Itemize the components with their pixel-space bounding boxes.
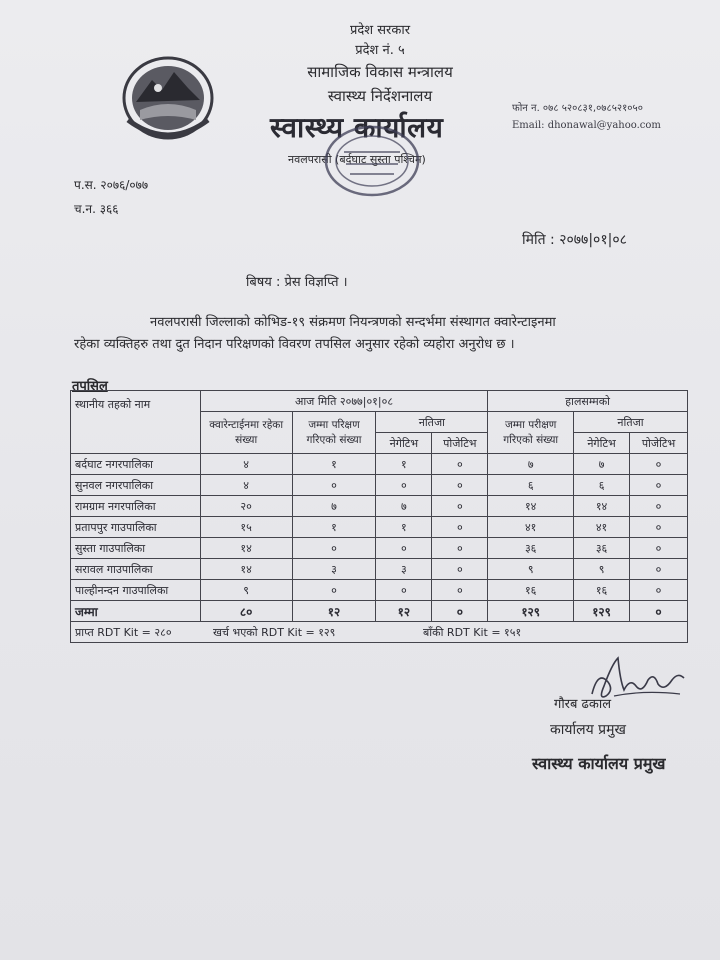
row-tested-today: ०	[292, 538, 376, 559]
row-tested-cum: ३६	[488, 538, 574, 559]
row-local-level-name: रामग्राम नगरपालिका	[71, 496, 201, 517]
row-positive-cum: ०	[630, 454, 688, 475]
row-positive-today: ०	[432, 475, 488, 496]
signatory-title: कार्यालय प्रमुख	[550, 722, 626, 738]
nepal-emblem-icon	[118, 50, 218, 145]
group-cumulative-header: हालसम्मको	[488, 391, 688, 412]
table-body	[71, 454, 688, 601]
header-province-government: प्रदेश सरकार	[349, 23, 411, 38]
row-tested-today: १	[292, 454, 376, 475]
row-tested-cum: ९	[488, 559, 574, 580]
letter-subject: बिषय : प्रेस विज्ञप्ति ।	[246, 275, 348, 290]
office-address: नवलपरासी (बर्दघाट सुस्ता पश्चिम)	[288, 153, 426, 166]
col-result-cum-header: नतिजा	[574, 412, 688, 433]
row-tested-today: ०	[292, 580, 376, 601]
row-tested-today: ३	[292, 559, 376, 580]
row-positive-today: ०	[432, 454, 488, 475]
row-tested-cum: ४१	[488, 517, 574, 538]
row-quarantine: २०	[200, 496, 292, 517]
total-quarantine: ८०	[200, 601, 292, 622]
row-negative-today: १	[376, 517, 432, 538]
total-positive-today: ०	[432, 601, 488, 622]
total-row	[71, 601, 688, 622]
row-positive-today: ०	[432, 496, 488, 517]
table-row	[71, 475, 688, 496]
row-negative-cum: ६	[574, 475, 630, 496]
office-phone: फोन न. ०७८ ५२०८३१,०७८५२१०५०	[512, 103, 643, 114]
col-positive-header: पोजेटिभ	[432, 433, 488, 454]
office-name: स्वास्थ्य कार्यालय	[270, 111, 444, 144]
row-negative-cum: ७	[574, 454, 630, 475]
row-tested-today: १	[292, 517, 376, 538]
body-line-1: नवलपरासी जिल्लाको कोभिड-१९ संक्रमण नियन्त्रणको सन्दर्भमा संस्थागत क्वारेन्टाइनमा	[150, 315, 556, 330]
row-tested-cum: १४	[488, 496, 574, 517]
col-positive-cum-header: पोजेटिभ	[630, 433, 688, 454]
header-province-number: प्रदेश नं. ५	[355, 43, 405, 58]
group-today-header: आज मिति २०७७|०१|०८	[200, 391, 488, 412]
row-negative-today: १	[376, 454, 432, 475]
row-positive-today: ०	[432, 517, 488, 538]
row-positive-cum: ०	[630, 580, 688, 601]
header-ministry: सामाजिक विकास मन्त्रालय	[307, 63, 453, 81]
row-negative-cum: १४	[574, 496, 630, 517]
row-positive-cum: ०	[630, 475, 688, 496]
col-quarantine-header: क्वारेन्टाईनमा रहेका संख्या	[200, 412, 292, 454]
row-negative-cum: १६	[574, 580, 630, 601]
col-tested-today-header: जम्मा परिक्षण गरिएको संख्या	[292, 412, 376, 454]
row-local-level-name: सुस्ता गाउपालिका	[71, 538, 201, 559]
kit-received: प्राप्त RDT Kit = २८०	[75, 625, 172, 639]
row-tested-today: ७	[292, 496, 376, 517]
row-local-level-name: सुनवल नगरपालिका	[71, 475, 201, 496]
table-caption: तपसिल	[72, 379, 108, 394]
row-quarantine: १४	[200, 559, 292, 580]
row-tested-cum: ६	[488, 475, 574, 496]
row-negative-today: ३	[376, 559, 432, 580]
kit-remaining: बाँकी RDT Kit = १५१	[423, 625, 522, 639]
row-tested-cum: १६	[488, 580, 574, 601]
col-negative-cum-header: नेगेटिभ	[574, 433, 630, 454]
row-negative-today: ०	[376, 475, 432, 496]
row-positive-cum: ०	[630, 496, 688, 517]
col-negative-header: नेगेटिभ	[376, 433, 432, 454]
kit-used: खर्च भएको RDT Kit = १२९	[213, 625, 336, 639]
signatory-name: गौरब ढकाल	[554, 697, 612, 712]
fiscal-year-ref: प.स. २०७६/०७७	[74, 178, 149, 192]
row-local-level-name: बर्दघाट नगरपालिका	[71, 454, 201, 475]
total-negative-cum: १२९	[574, 601, 630, 622]
table-row	[71, 538, 688, 559]
row-quarantine: १४	[200, 538, 292, 559]
row-positive-today: ०	[432, 559, 488, 580]
row-local-level-name: पाल्हीनन्दन गाउपालिका	[71, 580, 201, 601]
row-positive-cum: ०	[630, 559, 688, 580]
total-label: जम्मा	[71, 601, 201, 622]
total-tested-cum: १२९	[488, 601, 574, 622]
office-chief-stamp: स्वास्थ्य कार्यालय प्रमुख	[532, 754, 666, 773]
body-line-2: रहेका व्यक्तिहरु तथा दुत निदान परिक्षणको विवरण तपसिल अनुसार रहेको व्यहोरा अनुरोध छ ।	[74, 337, 515, 352]
table-row	[71, 496, 688, 517]
covid-statistics-table	[70, 390, 688, 643]
row-negative-today: ०	[376, 580, 432, 601]
total-negative-today: १२	[376, 601, 432, 622]
row-tested-today: ०	[292, 475, 376, 496]
office-email: Email: dhonawal@yahoo.com	[512, 120, 661, 131]
row-quarantine: ४	[200, 454, 292, 475]
col-local-level-header: स्थानीय तहको नाम	[71, 391, 201, 454]
row-positive-cum: ०	[630, 538, 688, 559]
table-row	[71, 580, 688, 601]
row-local-level-name: सरावल गाउपालिका	[71, 559, 201, 580]
row-quarantine: ९	[200, 580, 292, 601]
total-positive-cum: ०	[630, 601, 688, 622]
row-negative-cum: ३६	[574, 538, 630, 559]
col-total-tested-header: जम्मा परीक्षण गरिएको संख्या	[488, 412, 574, 454]
table-row	[71, 454, 688, 475]
row-negative-cum: ९	[574, 559, 630, 580]
row-negative-today: ०	[376, 538, 432, 559]
table-row	[71, 559, 688, 580]
row-local-level-name: प्रतापपुर गाउपालिका	[71, 517, 201, 538]
row-tested-cum: ७	[488, 454, 574, 475]
row-negative-cum: ४१	[574, 517, 630, 538]
row-quarantine: ४	[200, 475, 292, 496]
row-negative-today: ७	[376, 496, 432, 517]
rdt-kit-row	[71, 622, 688, 643]
row-positive-today: ०	[432, 580, 488, 601]
office-seal-stamp-icon	[322, 122, 422, 200]
row-positive-cum: ०	[630, 517, 688, 538]
row-positive-today: ०	[432, 538, 488, 559]
table-row	[71, 517, 688, 538]
row-quarantine: १५	[200, 517, 292, 538]
header-directorate: स्वास्थ्य निर्देशनालय	[327, 87, 433, 105]
dispatch-number: च.न. ३६६	[74, 202, 119, 216]
letter-date: मिति : २०७७|०१|०८	[522, 232, 627, 248]
col-result-header: नतिजा	[376, 412, 488, 433]
total-tested-today: १२	[292, 601, 376, 622]
